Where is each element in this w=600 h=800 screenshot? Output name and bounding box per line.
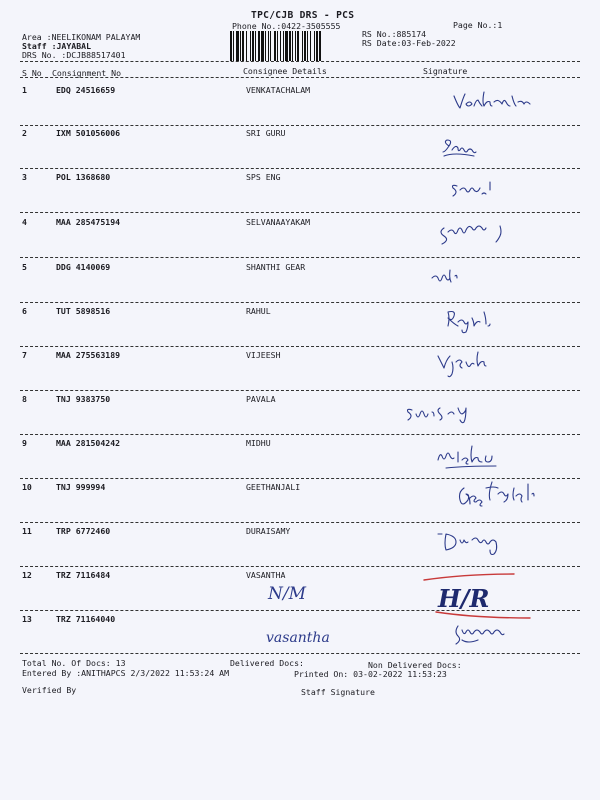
row-consignment-number: TUT 5898516 <box>56 306 111 316</box>
row-consignment-number: POL 1368680 <box>56 172 111 182</box>
row-consignment-number: TRP 6772460 <box>56 526 111 536</box>
handwritten-vasantha: vasantha <box>266 630 330 646</box>
col-signature: Signature <box>423 66 468 76</box>
row-consignee-name: SPS ENG <box>246 172 281 182</box>
divider <box>20 653 580 654</box>
row-consignee-name: SHANTHI GEAR <box>246 262 306 272</box>
row-consignee-name: GEETHANJALI <box>246 482 301 492</box>
row-serial-number: 8 <box>22 394 27 404</box>
row-consignment-number: MAA 281504242 <box>56 438 121 448</box>
row-consignment-number: TNJ 9383750 <box>56 394 111 404</box>
handwritten-nm: N/M <box>268 584 307 604</box>
row-consignee-name: VASANTHA <box>246 570 286 580</box>
printed-on: Printed On: 03-02-2022 11:53:23 <box>294 669 447 679</box>
row-consignment-number: MAA 275563189 <box>56 350 121 360</box>
row-serial-number: 13 <box>22 614 32 624</box>
document-title: TPC/CJB DRS - PCS <box>251 10 355 21</box>
row-consignment-number: DDG 4140069 <box>56 262 111 272</box>
handwritten-hr: H/R <box>438 584 490 613</box>
row-serial-number: 11 <box>22 526 32 536</box>
row-serial-number: 4 <box>22 217 27 227</box>
col-consignment: Consignment No <box>52 68 122 78</box>
row-consignment-number: EDQ 24516659 <box>56 85 116 95</box>
non-delivered-docs: Non Delivered Docs: <box>368 660 462 670</box>
row-serial-number: 2 <box>22 128 27 138</box>
row-consignee-name: SELVANAAYAKAM <box>246 217 311 227</box>
row-consignee-name: PAVALA <box>246 394 276 404</box>
row-serial-number: 1 <box>22 85 27 95</box>
row-serial-number: 5 <box>22 262 27 272</box>
col-sno: S No <box>22 68 42 78</box>
col-consignee: Consignee Details <box>243 66 327 76</box>
row-consignee-name: MIDHU <box>246 438 271 448</box>
row-consignee-name: DURAISAMY <box>246 526 291 536</box>
drs-number: DRS No. :DCJB88517401 <box>22 50 126 60</box>
row-consignee-name: VIJEESH <box>246 350 281 360</box>
row-consignee-name: RAHUL <box>246 306 271 316</box>
entered-by: Entered By :ANITHAPCS 2/3/2022 11:53:24 AM <box>22 668 230 678</box>
verified-by: Verified By <box>22 685 77 695</box>
row-consignment-number: MAA 285475194 <box>56 217 121 227</box>
rs-number: RS No.:885174 <box>362 29 427 39</box>
page-number: Page No.:1 <box>453 20 503 30</box>
row-serial-number: 10 <box>22 482 32 492</box>
staff-signature: Staff Signature <box>301 687 375 697</box>
delivered-docs: Delivered Docs: <box>230 658 304 668</box>
staff-label: Staff :JAYABAL <box>22 41 92 51</box>
rs-date: RS Date:03-Feb-2022 <box>362 38 456 48</box>
row-serial-number: 7 <box>22 350 27 360</box>
row-serial-number: 12 <box>22 570 32 580</box>
row-consignment-number: TRZ 7116484 <box>56 570 111 580</box>
row-consignment-number: IXM 501056006 <box>56 128 121 138</box>
phone-number: Phone No.:0422-3505555 <box>232 21 341 31</box>
area-label: Area :NEELIKONAM PALAYAM <box>22 32 141 42</box>
row-serial-number: 3 <box>22 172 27 182</box>
row-serial-number: 9 <box>22 438 27 448</box>
row-serial-number: 6 <box>22 306 27 316</box>
row-consignment-number: TNJ 999994 <box>56 482 106 492</box>
row-consignee-name: VENKATACHALAM <box>246 85 311 95</box>
row-consignment-number: TRZ 71164040 <box>56 614 116 624</box>
row-consignee-name: SRI GURU <box>246 128 286 138</box>
total-docs: Total No. Of Docs: 13 <box>22 658 126 668</box>
